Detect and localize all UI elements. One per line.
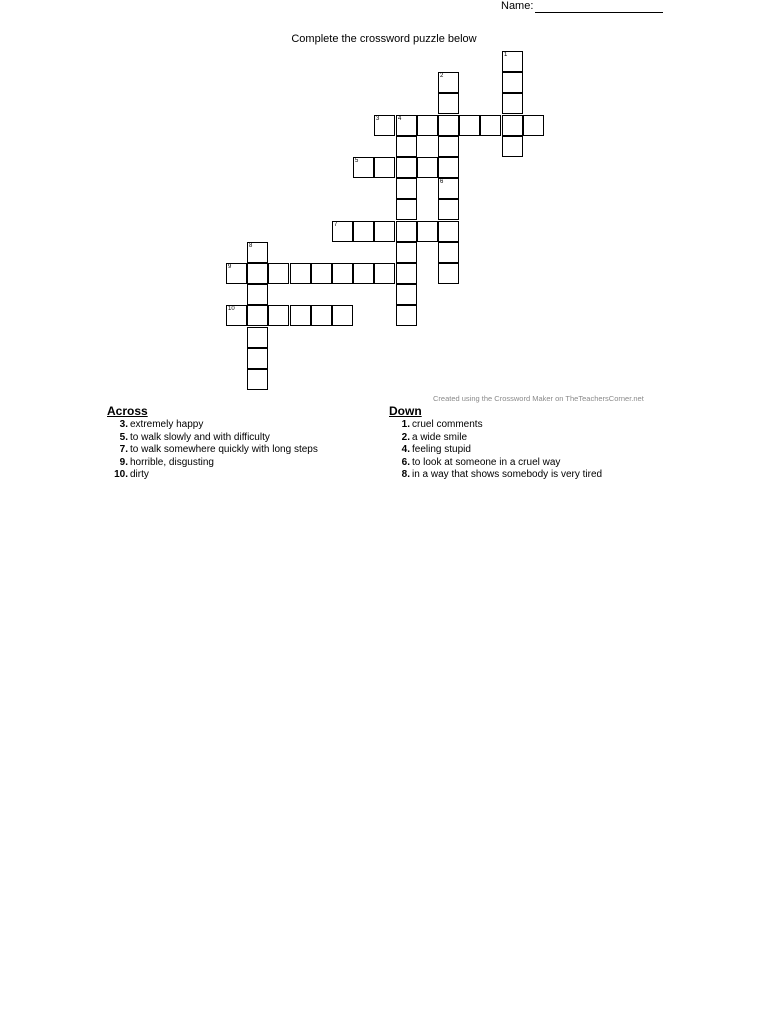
- crossword-cell[interactable]: [247, 369, 268, 390]
- clue-number: 10.: [114, 469, 128, 480]
- clue-number: 1.: [401, 419, 410, 430]
- cell-number: 9: [228, 264, 232, 270]
- crossword-cell[interactable]: [417, 157, 438, 178]
- name-label: Name:: [501, 0, 534, 12]
- crossword-cell[interactable]: [417, 221, 438, 242]
- clue-text: to walk slowly and with difficulty: [130, 431, 270, 443]
- cell-number: 7: [334, 222, 338, 228]
- cell-number: 1: [504, 52, 508, 58]
- clue-number: 7.: [119, 444, 128, 455]
- crossword-cell[interactable]: [268, 305, 289, 326]
- crossword-cell[interactable]: [247, 305, 268, 326]
- crossword-cell[interactable]: [353, 221, 374, 242]
- crossword-cell[interactable]: [332, 221, 353, 242]
- crossword-cell[interactable]: [480, 115, 501, 136]
- clue-across-7: [107, 444, 318, 457]
- crossword-grid: [0, 0, 768, 400]
- clue-down-2: [389, 432, 602, 445]
- clue-number: 5.: [119, 431, 128, 443]
- clue-number: 4.: [401, 444, 410, 455]
- clue-across-5: [107, 432, 318, 445]
- crossword-cell[interactable]: [226, 263, 247, 284]
- crossword-cell[interactable]: [396, 157, 417, 178]
- crossword-cell[interactable]: [438, 157, 459, 178]
- cell-number: 5: [355, 158, 359, 164]
- crossword-cell[interactable]: [438, 199, 459, 220]
- clue-down-4: [389, 444, 602, 457]
- crossword-cell[interactable]: [438, 242, 459, 263]
- crossword-cell[interactable]: [353, 157, 374, 178]
- crossword-cell[interactable]: [438, 136, 459, 157]
- crossword-cell[interactable]: [396, 178, 417, 199]
- clue-number: 6.: [401, 456, 410, 468]
- cell-number: 10: [228, 306, 235, 312]
- crossword-cell[interactable]: [332, 263, 353, 284]
- cell-number: 8: [249, 243, 253, 249]
- clue-number: 2.: [401, 431, 410, 443]
- instructions: Complete the crossword puzzle below: [291, 33, 477, 45]
- crossword-cell[interactable]: [396, 136, 417, 157]
- crossword-cell[interactable]: [438, 115, 459, 136]
- crossword-cell[interactable]: [502, 93, 523, 114]
- clue-text: dirty: [130, 469, 149, 480]
- clue-number: 3.: [119, 419, 128, 430]
- crossword-cell[interactable]: [502, 136, 523, 157]
- across-heading: Across: [107, 404, 148, 418]
- crossword-cell[interactable]: [502, 51, 523, 72]
- crossword-cell[interactable]: [417, 115, 438, 136]
- cell-number: 2: [440, 73, 444, 79]
- clue-text: feeling stupid: [412, 444, 471, 455]
- clue-down-6: [389, 457, 602, 470]
- clue-across-3: [107, 419, 318, 432]
- credit-line: Created using the Crossword Maker on TheTeachersCorner.net: [433, 394, 644, 403]
- crossword-cell[interactable]: [374, 115, 395, 136]
- clue-number: 8.: [401, 469, 410, 480]
- cell-number: 6: [440, 179, 444, 185]
- crossword-cell[interactable]: [247, 327, 268, 348]
- crossword-cell[interactable]: [311, 263, 332, 284]
- crossword-cell[interactable]: [396, 115, 417, 136]
- across-clues: [107, 404, 318, 482]
- crossword-cell[interactable]: [290, 305, 311, 326]
- crossword-cell[interactable]: [374, 263, 395, 284]
- crossword-cell[interactable]: [438, 263, 459, 284]
- cell-number: 4: [398, 116, 402, 122]
- down-heading: Down: [389, 404, 422, 418]
- crossword-cell[interactable]: [374, 221, 395, 242]
- crossword-cell[interactable]: [353, 263, 374, 284]
- crossword-cell[interactable]: [311, 305, 332, 326]
- crossword-cell[interactable]: [396, 242, 417, 263]
- crossword-cell[interactable]: [438, 72, 459, 93]
- clue-across-9: [107, 457, 318, 470]
- clue-text: extremely happy: [130, 419, 204, 430]
- clue-number: 9.: [119, 456, 128, 468]
- clue-down-1: [389, 419, 602, 432]
- clue-text: to walk somewhere quickly with long steps: [130, 444, 318, 455]
- crossword-cell[interactable]: [459, 115, 480, 136]
- clue-text: cruel comments: [412, 419, 483, 430]
- clue-text: horrible, disgusting: [130, 456, 214, 468]
- crossword-cell[interactable]: [247, 348, 268, 369]
- clue-text: to look at someone in a cruel way: [412, 456, 561, 468]
- crossword-cell[interactable]: [438, 178, 459, 199]
- crossword-cell[interactable]: [396, 199, 417, 220]
- crossword-cell[interactable]: [523, 115, 544, 136]
- clue-text: a wide smile: [412, 431, 468, 443]
- crossword-cell[interactable]: [396, 221, 417, 242]
- cell-number: 3: [376, 116, 380, 122]
- crossword-cell[interactable]: [396, 284, 417, 305]
- down-clues: [389, 404, 602, 482]
- crossword-cell[interactable]: [396, 305, 417, 326]
- crossword-cell[interactable]: [226, 305, 247, 326]
- clue-across-10: [107, 469, 318, 482]
- crossword-cell[interactable]: [502, 72, 523, 93]
- crossword-cell[interactable]: [502, 115, 523, 136]
- crossword-cell[interactable]: [332, 305, 353, 326]
- crossword-cell[interactable]: [438, 93, 459, 114]
- crossword-cell[interactable]: [374, 157, 395, 178]
- crossword-cell[interactable]: [290, 263, 311, 284]
- clue-down-8: [389, 469, 602, 482]
- crossword-cell[interactable]: [268, 263, 289, 284]
- crossword-cell[interactable]: [247, 263, 268, 284]
- crossword-cell[interactable]: [438, 221, 459, 242]
- clue-text: in a way that shows somebody is very tired: [412, 469, 603, 480]
- crossword-cell[interactable]: [247, 284, 268, 305]
- crossword-cell[interactable]: [396, 263, 417, 284]
- crossword-cell[interactable]: [247, 242, 268, 263]
